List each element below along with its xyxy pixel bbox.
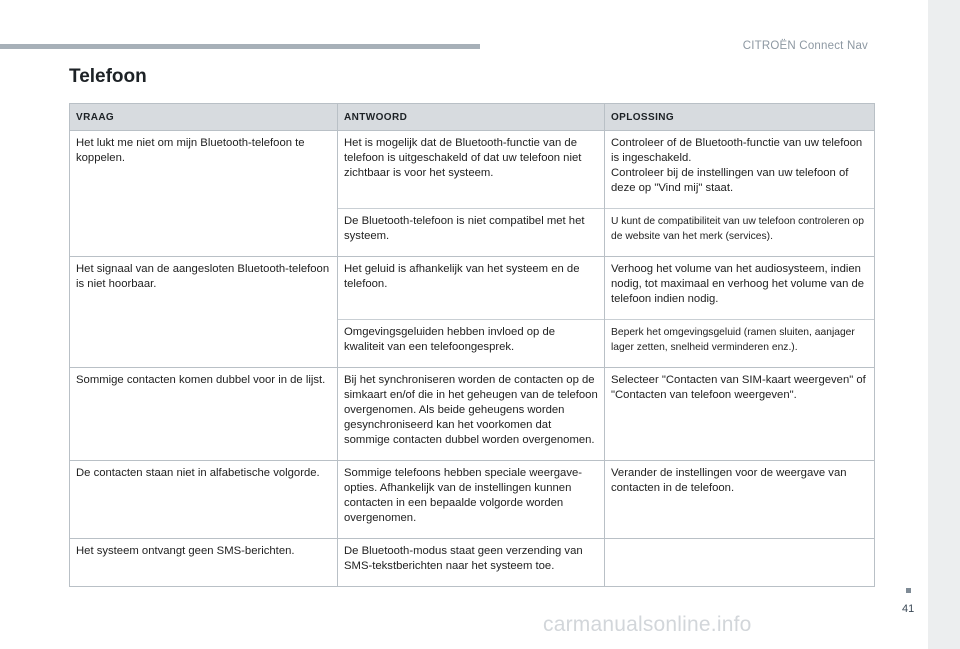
troubleshooting-table: [69, 103, 875, 587]
table-row: [70, 461, 875, 539]
table-row: [70, 131, 875, 209]
answer-cell: De Bluetooth-telefoon is niet compatibel met het systeem.: [338, 209, 605, 257]
answer-cell: Het is mogelijk dat de Bluetooth-functie van de telefoon is uitgeschakeld of dat uw telefoon niet zichtbaar is voor het systeem.: [338, 131, 605, 209]
question-cell: Sommige contacten komen dubbel voor in de lijst.: [70, 368, 338, 461]
page-title: Telefoon: [69, 66, 147, 87]
answer-cell: Omgevingsgeluiden hebben invloed op de kwaliteit van een telefoongesprek.: [338, 320, 605, 368]
table-header-row: [70, 104, 875, 131]
table-row: [70, 368, 875, 461]
column-header-answer: ANTWOORD: [338, 104, 605, 131]
side-strip: [928, 0, 960, 649]
table-row: [70, 257, 875, 320]
brand-label: CITROËN Connect Nav: [742, 40, 868, 52]
page-number: 41: [902, 603, 915, 615]
solution-cell: Selecteer "Contacten van SIM-kaart weergeven" of "Contacten van telefoon weergeven".: [605, 368, 875, 461]
solution-cell: Beperk het omgevingsgeluid (ramen sluiten, aanjager lager zetten, snelheid verminderen enz.).: [605, 320, 875, 368]
solution-cell: Verander de instellingen voor de weergave van contacten in de telefoon.: [605, 461, 875, 539]
watermark: carmanualsonline.info: [543, 613, 752, 636]
question-cell: Het systeem ontvangt geen SMS-berichten.: [70, 539, 338, 587]
column-header-solution: OPLOSSING: [605, 104, 875, 131]
solution-cell: Controleer of de Bluetooth-functie van uw telefoon is ingeschakeld. Controleer bij de instellingen van uw telefoon of deze op "Vind mij" staat.: [605, 131, 875, 209]
question-cell: De contacten staan niet in alfabetische volgorde.: [70, 461, 338, 539]
answer-cell: Bij het synchroniseren worden de contacten op de simkaart en/of die in het geheugen van de telefoon overgenomen. Als beide geheugens worden gesynchroniseerd kan het voorkomen dat sommige contacten dubbel worden overgenomen.: [338, 368, 605, 461]
answer-cell: De Bluetooth-modus staat geen verzending van SMS-tekstberichten naar het systeem toe.: [338, 539, 605, 587]
table-row: [70, 539, 875, 587]
solution-cell: Verhoog het volume van het audiosysteem, indien nodig, tot maximaal en verhoog het volume van de telefoon indien nodig.: [605, 257, 875, 320]
answer-cell: Het geluid is afhankelijk van het systeem en de telefoon.: [338, 257, 605, 320]
answer-cell: Sommige telefoons hebben speciale weergave-opties. Afhankelijk van de instellingen kunnen contacten in een bepaalde volgorde worden overgenomen.: [338, 461, 605, 539]
question-cell: Het signaal van de aangesloten Bluetooth-telefoon is niet hoorbaar.: [70, 257, 338, 368]
column-header-question: VRAAG: [70, 104, 338, 131]
question-cell: Het lukt me niet om mijn Bluetooth-telefoon te koppelen.: [70, 131, 338, 257]
header-rule: [0, 44, 480, 49]
page-marker: [906, 588, 911, 593]
solution-cell: [605, 539, 875, 587]
solution-cell: U kunt de compatibiliteit van uw telefoon controleren op de website van het merk (services).: [605, 209, 875, 257]
